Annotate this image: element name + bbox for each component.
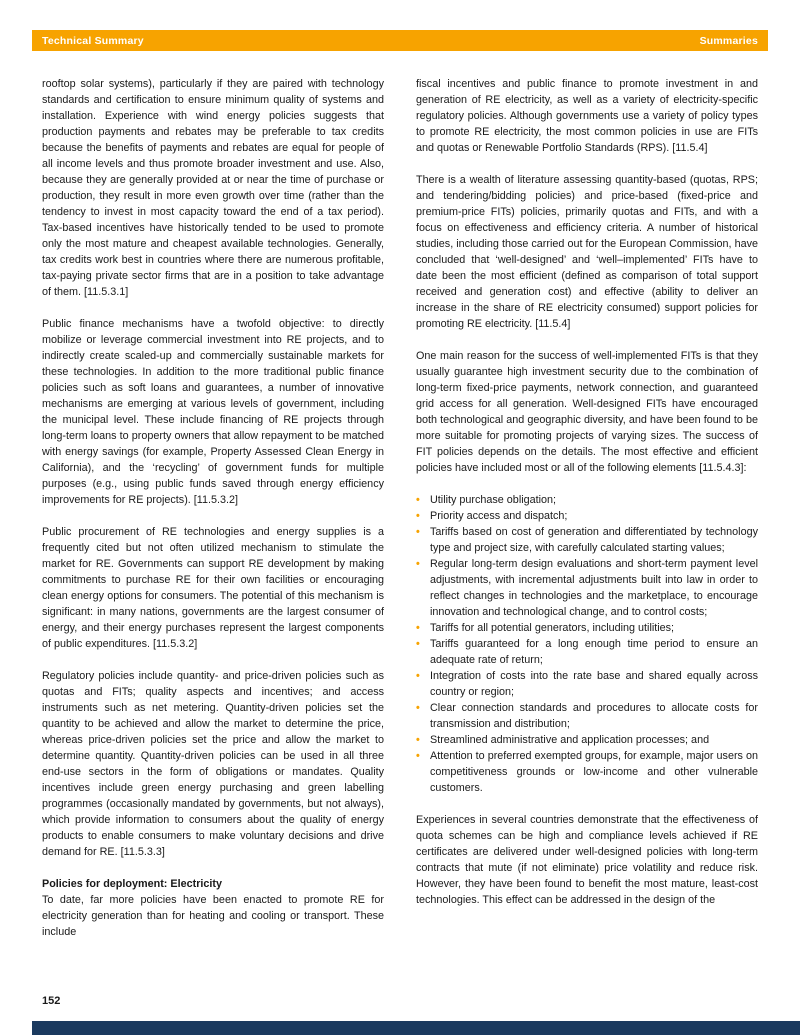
bullet-icon — [416, 524, 430, 556]
list-item-text: Utility purchase obligation; — [430, 494, 557, 506]
paragraph: fiscal incentives and public finance to promote investment in and generation of RE electricity, as well as a variety of electricity-specific regulatory policies. Although governments use a variety of policy types to promote RE electricity, the most common policies in use are FITs and quotas or Renewable Portfolio Standards (RPS). [11.5.4] — [416, 78, 758, 154]
paragraph: One main reason for the success of well-implemented FITs is that they usually guarantee high investment security due to the combination of long-term fixed-price payments, network connection, and guaranteed grid access for all generation. Well-designed FITs have encouraged both technological and geographic diversity, and have been found to be more suitable for promoting projects of varying sizes. The success of FIT policies depends on the details. The most effective and efficient policies have included most or all of the following elements [11.5.4.3]: — [416, 350, 758, 474]
list-item-text: Clear connection standards and procedures to allocate costs for transmission and distribution; — [430, 702, 758, 730]
paragraph: Public procurement of RE technologies and energy supplies is a frequently cited but not often utilized mechanism to stimulate the market for RE. Governments can support RE development by making commitments to purchase RE for their own facilities or encouraging clean energy options for consumers. The potential of this mechanism is significant: in many nations, governments are the largest consumer of energy, and their energy purchases represent the largest components of public expenditures. [11.5.3.2] — [42, 526, 384, 650]
bullet-icon — [416, 492, 430, 508]
paragraph: Experiences in several countries demonstrate that the effectiveness of quota schemes can be high and compliance levels achieved if RE certificates are delivered under well-designed policies with long-term contracts that mute (if not eliminate) price volatility and reduce risk. However, they have been found to benefit the most mature, least-cost technologies. This effect can be addressed in the design of the — [416, 814, 758, 906]
bullet-icon — [416, 620, 430, 636]
right-column — [416, 76, 758, 956]
list-item-text: Tariffs for all potential generators, including utilities; — [430, 622, 675, 634]
list-item — [416, 508, 758, 524]
section-heading: Policies for deployment: Electricity — [42, 878, 222, 890]
list-item-text: Regular long-term design evaluations and short-term payment level adjustments, with incremental adjustments built into law in order to reflect changes in technologies and the marketplace, to encourage innovation and technological change, and to control costs; — [430, 558, 758, 618]
fit-policy-elements-list — [416, 492, 758, 796]
paragraph: rooftop solar systems), particularly if they are paired with technology standards and certification to ensure minimum quality of systems and installation. Experience with wind energy policies suggests that production payments and rebates may be preferable to tax credits because the benefits of payments and rebates are equal for people of all income levels and thus promote broader investment and use. Also, because they are generally provided at or near the time of purchase or production, they result in more even growth over time (rather than the tendency to invest in most capacity toward the end of a tax period). Tax-based incentives have historically tended to be used to promote only the most mature and cheapest available technologies. Generally, tax credits work best in countries where there are numerous profitable, tax-paying private sector firms that are in a position to take advantage of them. [11.5.3.1] — [42, 78, 384, 298]
list-item-text: Integration of costs into the rate base and shared equally across country or region; — [430, 670, 758, 698]
list-item — [416, 700, 758, 732]
body-columns — [42, 76, 758, 956]
bullet-icon — [416, 700, 430, 732]
paragraph: There is a wealth of literature assessing quantity-based (quotas, RPS; and tendering/bidding policies) and price-based (fixed-price and premium-price FITs) policies, primarily quotas and FITs, and with a focus on effectiveness and efficiency criteria. A number of historical studies, including those carried out for the European Commission, have concluded that ‘well-designed’ and ‘well–implemented’ FITs have to date been the most efficient (defined as comparison of total support received and generation cost) and effective (ability to deliver an increase in the share of RE electricity consumed) support policies for promoting RE electricity. [11.5.4] — [416, 174, 758, 330]
list-item-text: Tariffs guaranteed for a long enough time period to ensure an adequate rate of return; — [430, 638, 758, 666]
paragraph: To date, far more policies have been enacted to promote RE for electricity generation than for heating and cooling or transport. These include — [42, 894, 384, 938]
list-item-text: Tariffs based on cost of generation and differentiated by technology type and project size, with carefully calculated starting values; — [430, 526, 758, 554]
list-item — [416, 732, 758, 748]
bullet-icon — [416, 668, 430, 700]
list-item — [416, 524, 758, 556]
bullet-icon — [416, 636, 430, 668]
list-item-text: Attention to preferred exempted groups, for example, major users on competitiveness grounds or low-income and other vulnerable customers. — [430, 750, 758, 794]
bullet-icon — [416, 748, 430, 796]
header-right-title: Summaries — [699, 34, 758, 47]
paragraph: Regulatory policies include quantity- and price-driven policies such as quotas and FITs; quality aspects and incentives; and access instruments such as net metering. Quantity-driven policies set the quantity to be achieved and allow the market to determine the price, whereas price-driven policies set the price and allow the market to determine quantity. Quantity-driven policies can be used in all three end-use sectors in the form of obligations or mandates. Quality incentives include green energy purchasing and green labelling programmes (occasionally mandated by governments, but not always), which provide information to consumers about the quality of energy products to enable consumers to make voluntary decisions and drive demand for RE. [11.5.3.3] — [42, 670, 384, 858]
list-item — [416, 636, 758, 668]
list-item-text: Priority access and dispatch; — [430, 510, 568, 522]
paragraph: Public finance mechanisms have a twofold objective: to directly mobilize or leverage commercial investment into RE projects, and to indirectly create scaled-up and commercially sustainable markets for these technologies. In addition to the more traditional public finance policies such as soft loans and guarantees, a number of innovative mechanisms are emerging at various levels of government, including the municipal level. These include financing of RE projects through long-term loans to property owners that allow repayment to be matched with energy savings (for example, Property Assessed Clean Energy in California), and the ‘recycling’ of government funds for multiple purposes (e.g., using public funds saved through energy efficiency improvements for RE projects). [11.5.3.2] — [42, 318, 384, 506]
page-number: 152 — [42, 995, 61, 1007]
left-column — [42, 76, 384, 956]
header-left-title: Technical Summary — [42, 34, 144, 47]
bullet-icon — [416, 732, 430, 748]
page-header-band — [32, 30, 768, 51]
list-item — [416, 668, 758, 700]
list-item — [416, 556, 758, 620]
list-item — [416, 492, 758, 508]
bullet-icon — [416, 508, 430, 524]
bullet-icon — [416, 556, 430, 620]
footer-band — [32, 1021, 800, 1035]
list-item-text: Streamlined administrative and application processes; and — [430, 734, 710, 746]
list-item — [416, 748, 758, 796]
list-item — [416, 620, 758, 636]
